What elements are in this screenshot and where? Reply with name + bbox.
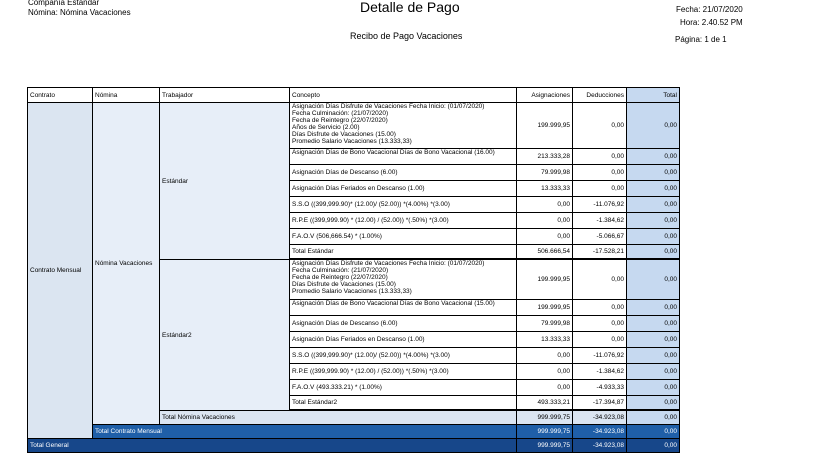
report-time: Hora: 2.40.52 PM <box>680 18 743 27</box>
total-nomina-row: Total Nómina Vacaciones 999.999,75 -34.923,08 0,00 <box>28 411 680 425</box>
report-subtitle: Recibo de Pago Vacaciones <box>350 31 463 41</box>
page-counter: Página: 1 de 1 <box>675 35 727 44</box>
table-row: R.P.E ((399,999.90) * (12.00) / (52.00)) *(.50%) *(3.00) 0,00 -1.384,62 0,00 <box>28 364 680 380</box>
table-row: R.P.E ((399,999.90) * (12.00) / (52.00)) *(.50%) *(3.00) 0,00 -1.384,62 0,00 <box>28 213 680 229</box>
table-header-row <box>28 88 680 103</box>
company-name: Compañía Estándar <box>28 0 100 7</box>
col-contrato: Contrato <box>28 88 93 103</box>
total-contrato-row: Total Contrato Mensual 999.999,75 -34.923,08 0,00 <box>28 425 680 439</box>
table-row: Asignación Días Feriados en Descanso (1.00) 13.333,33 0,00 0,00 <box>28 332 680 348</box>
table-row: Asignación Días de Descanso (6.00) 79.999,98 0,00 0,00 <box>28 165 680 181</box>
table-row: Asignación Días Feriados en Descanso (1.00) 13.333,33 0,00 0,00 <box>28 181 680 197</box>
col-deducciones: Deducciones <box>573 88 627 103</box>
table-row: F.A.O.V (506,666.54) * (1.00%) 0,00 -5.066,67 0,00 <box>28 229 680 245</box>
table-row: F.A.O.V (493.333.21) * (1.00%) 0,00 -4.933,33 0,00 <box>28 380 680 396</box>
report-title: Detalle de Pago <box>360 0 460 15</box>
col-concepto: Concepto <box>290 88 517 103</box>
col-trabajador: Trabajador <box>160 88 290 103</box>
table-row: Contrato Mensual Nómina Vacaciones Estándar Asignación Días Disfrute de Vacaciones Fecha Inicio: (01/07/2020) Fecha Culminación: (21/07/2020) Fecha de Reintegro (22/07/2020) Años de Servicio (2.00) Días Disfrute de Vacaciones (15.00) Promedio Salario Vacaciones (13.333,33) 199.999,95 0,00 0,00 <box>28 103 680 149</box>
col-asignaciones: Asignaciones <box>517 88 573 103</box>
col-total: Total <box>627 88 680 103</box>
table-row: Estándar2 Asignación Días Disfrute de Vacaciones Fecha Inicio: (01/07/2020) Fecha Culminación: (21/07/2020) Fecha de Reintegro (22/07/2020) Días Disfrute de Vacaciones (15.00) Promedio Salario Vacaciones (13.333,33) 199.999,95 0,00 0,00 <box>28 260 680 300</box>
contrato-cell: Contrato Mensual <box>28 103 93 439</box>
table-row: Asignación Días de Bono Vacacional Días de Bono Vacacional (15.00) 199.999,95 0,00 0,00 <box>28 300 680 316</box>
payment-detail-table <box>27 87 680 453</box>
trabajador-cell: Estándar2 <box>160 260 290 411</box>
trabajador-cell: Estándar <box>160 103 290 260</box>
table-row: Asignación Días de Descanso (6.00) 79.999,98 0,00 0,00 <box>28 316 680 332</box>
report-date: Fecha: 21/07/2020 <box>676 5 743 14</box>
col-nomina: Nómina <box>93 88 160 103</box>
table-row: S.S.O ((399,999.90)* (12.00)/ (52.00)) *(4.00%) *(3.00) 0,00 -11.076,92 0,00 <box>28 348 680 364</box>
subtotal-row: Total Estándar2 493.333,21 -17.394,87 0,00 <box>28 396 680 410</box>
nomina-cell: Nómina Vacaciones <box>93 103 160 425</box>
concept-multiline: Asignación Días Disfrute de Vacaciones Fecha Inicio: (01/07/2020) Fecha Culminación: (21/07/2020) Fecha de Reintegro (22/07/2020) Días Disfrute de Vacaciones (15.00) Promedio Salario Vacaciones (13.333,33) <box>290 260 517 300</box>
table-row: S.S.O ((399,999.90)* (12.00)/ (52.00)) *(4.00%) *(3.00) 0,00 -11.076,92 0,00 <box>28 197 680 213</box>
table-row: Asignación Días de Bono Vacacional Días de Bono Vacacional (16.00) 213.333,28 0,00 0,00 <box>28 149 680 165</box>
subtotal-row: Total Estándar 506.666,54 -17.528,21 0,00 <box>28 245 680 259</box>
concept-multiline: Asignación Días Disfrute de Vacaciones Fecha Inicio: (01/07/2020) Fecha Culminación: (21/07/2020) Fecha de Reintegro (22/07/2020) Años de Servicio (2.00) Días Disfrute de Vacaciones (15.00) Promedio Salario Vacaciones (13.333,33) <box>290 103 517 149</box>
nomina-label: Nómina: Nómina Vacaciones <box>28 8 131 17</box>
total-general-row: Total General 999.999,75 -34.923,08 0,00 <box>28 439 680 453</box>
